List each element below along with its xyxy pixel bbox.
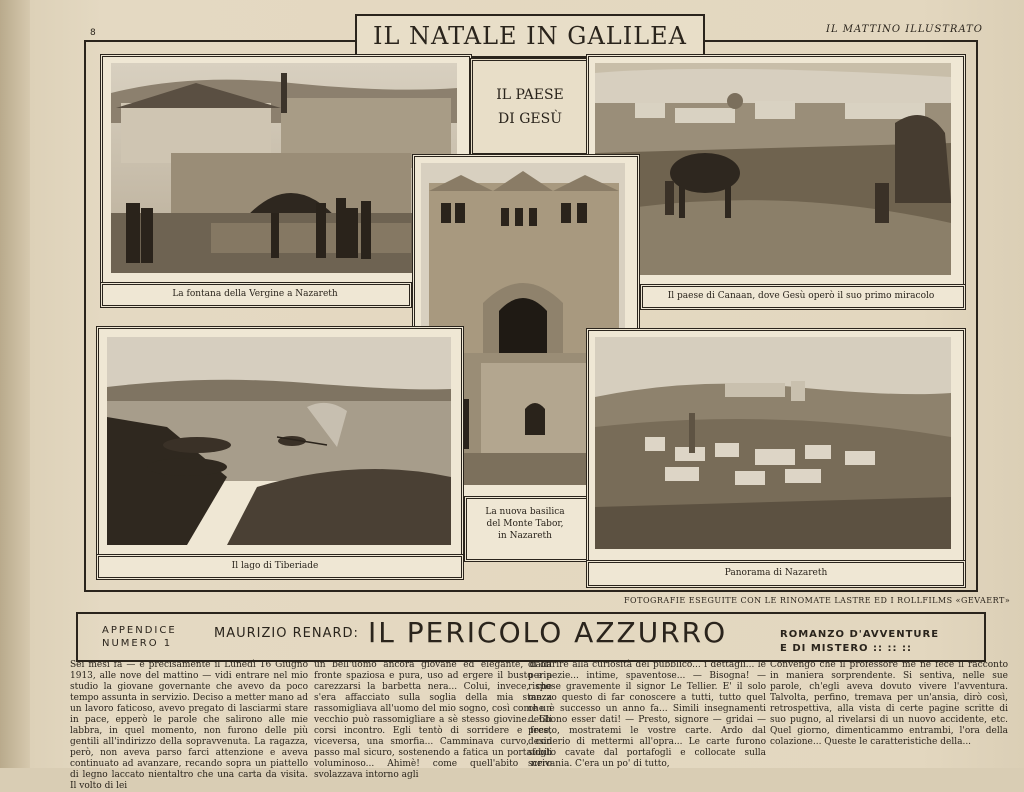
page-number: 8 [90,28,96,38]
appendix-label [102,624,177,650]
nazareth-panorama-photo [595,337,951,549]
section-box [470,58,590,156]
panel-panorama [586,328,966,564]
paragraph: Sei mesi fa — e precisamente il Lunedì 16 Giugno 1913, alle nove del mattino — vidi entrare nel mio studio la giovane governante che avevo da poco tempo assunta in servizio. Deciso a metter mano ad un lavoro faticoso, avevo pregato di lasciarmi stare in pace, epperò le parole che salirono alle mie labbra, in quel momento, non furono delle più gentili all'indirizzo della sopravvenuta. La ragazza, però, non aveva parso farci attenzione e aveva continuato ad avanzare, recando sopra un piattello di legno laccato nientaltro che una carta da visita. Il volto di lei [70,660,308,791]
caption-basilica-line2: del Monte Tabor, [486,519,564,529]
fountain-village-photo [111,63,457,273]
novel-genre [780,628,939,656]
caption-basilica-line1: La nuova basilica [485,507,565,517]
masthead: IL MATTINO ILLUSTRATO [826,24,983,35]
caption-panorama: Panorama di Nazareth [724,568,828,578]
section-line1: IL PAESE [496,87,564,103]
panel-lake [96,326,464,558]
panel-canaan [586,54,966,288]
photo-credit: FOTOGRAFIE ESEGUITE CON LE RINOMATE LASTRE ED I ROLLFILMS «GEVAERT» [624,596,1011,605]
text-column-4 [770,660,1008,748]
section-line2: DI GESÙ [498,111,562,127]
text-column-2 [314,660,552,781]
caption-basilica-line3: in Nazareth [498,531,552,541]
genre-line2: E DI MISTERO :: :: :: [780,643,912,654]
lake-boats-photo [107,337,451,545]
text-column-1 [70,660,308,792]
caption-fountain: La fontana della Vergine a Nazareth [172,289,338,299]
novel-title: IL PERICOLO AZZURRO [368,616,728,649]
caption-basilica [470,506,580,542]
appendix-line1: APPENDICE [102,625,177,636]
page-binding [0,0,30,768]
appendix-line2: NUMERO 1 [102,638,173,649]
caption-canaan: Il paese di Canaan, dove Gesù operò il suo primo miracolo [667,291,935,301]
author-name: MAURIZIO RENARD: [214,626,359,641]
caption-lake: Il lago di Tiberiade [231,561,319,571]
canaan-village-photo [595,63,951,275]
paragraph: Convengo che il professore me ne fece il racconto in maniera sorprendente. Si sentiva, nelle sue parole, ch'egli aveva dovuto vivere l'avventura. Talvolta, perfino, tremava per un'ansia, dirò così, retrospettiva, alla vista di certe pagine scritte di suo pugno, al rivelarsi di un nuovo accidente, etc. Quel giorno, dimenticammo entrambi, l'ora della colazione... Queste le caratteristiche della... [770,660,1008,747]
paragraph: di offrire alla curiosità del pubblico... i dettagli... le peripezie... intime, spaventose... — Bisogna! — rispose gravemente il signor Le Tellier. E' il solo mezzo questo di far conoscere a tutti, tutto quel che è successo un anno fa... Simili insegnamenti debbono esser dati! — Presto, signore — gridai — presto, mostratemi le vostre carte. Ardo dal desiderio di mettermi all'opra... Le carte furono subito cavate dal portafogli e collocate sulla scrivania. C'era un po' di tutto, [528,660,766,769]
genre-line1: ROMANZO D'AVVENTURE [780,629,940,640]
text-column-3 [528,660,766,770]
page-title: IL NATALE IN GALILEA [355,14,705,58]
paragraph: un bell'uomo ancora giovane ed elegante, dalla fronte spaziosa e pura, uso ad ergere il busto e a carezzarsi la barbetta nera... Colui, invece, che s'era affacciato sulla soglia della mia stanza rassomigliava all'uomo del mio sogno, così come un vecchio può rassomigliare a sè stesso giovine... Gli corsi incontro. Egli tentò di sorridere e fece, viceversa, una smorfia... Camminava curvo, con passo mal sicuro, sostenendo a fatica un portafogli voluminoso... Ahimè! come quell'abito nero svolazzava intorno agli [314,660,552,780]
